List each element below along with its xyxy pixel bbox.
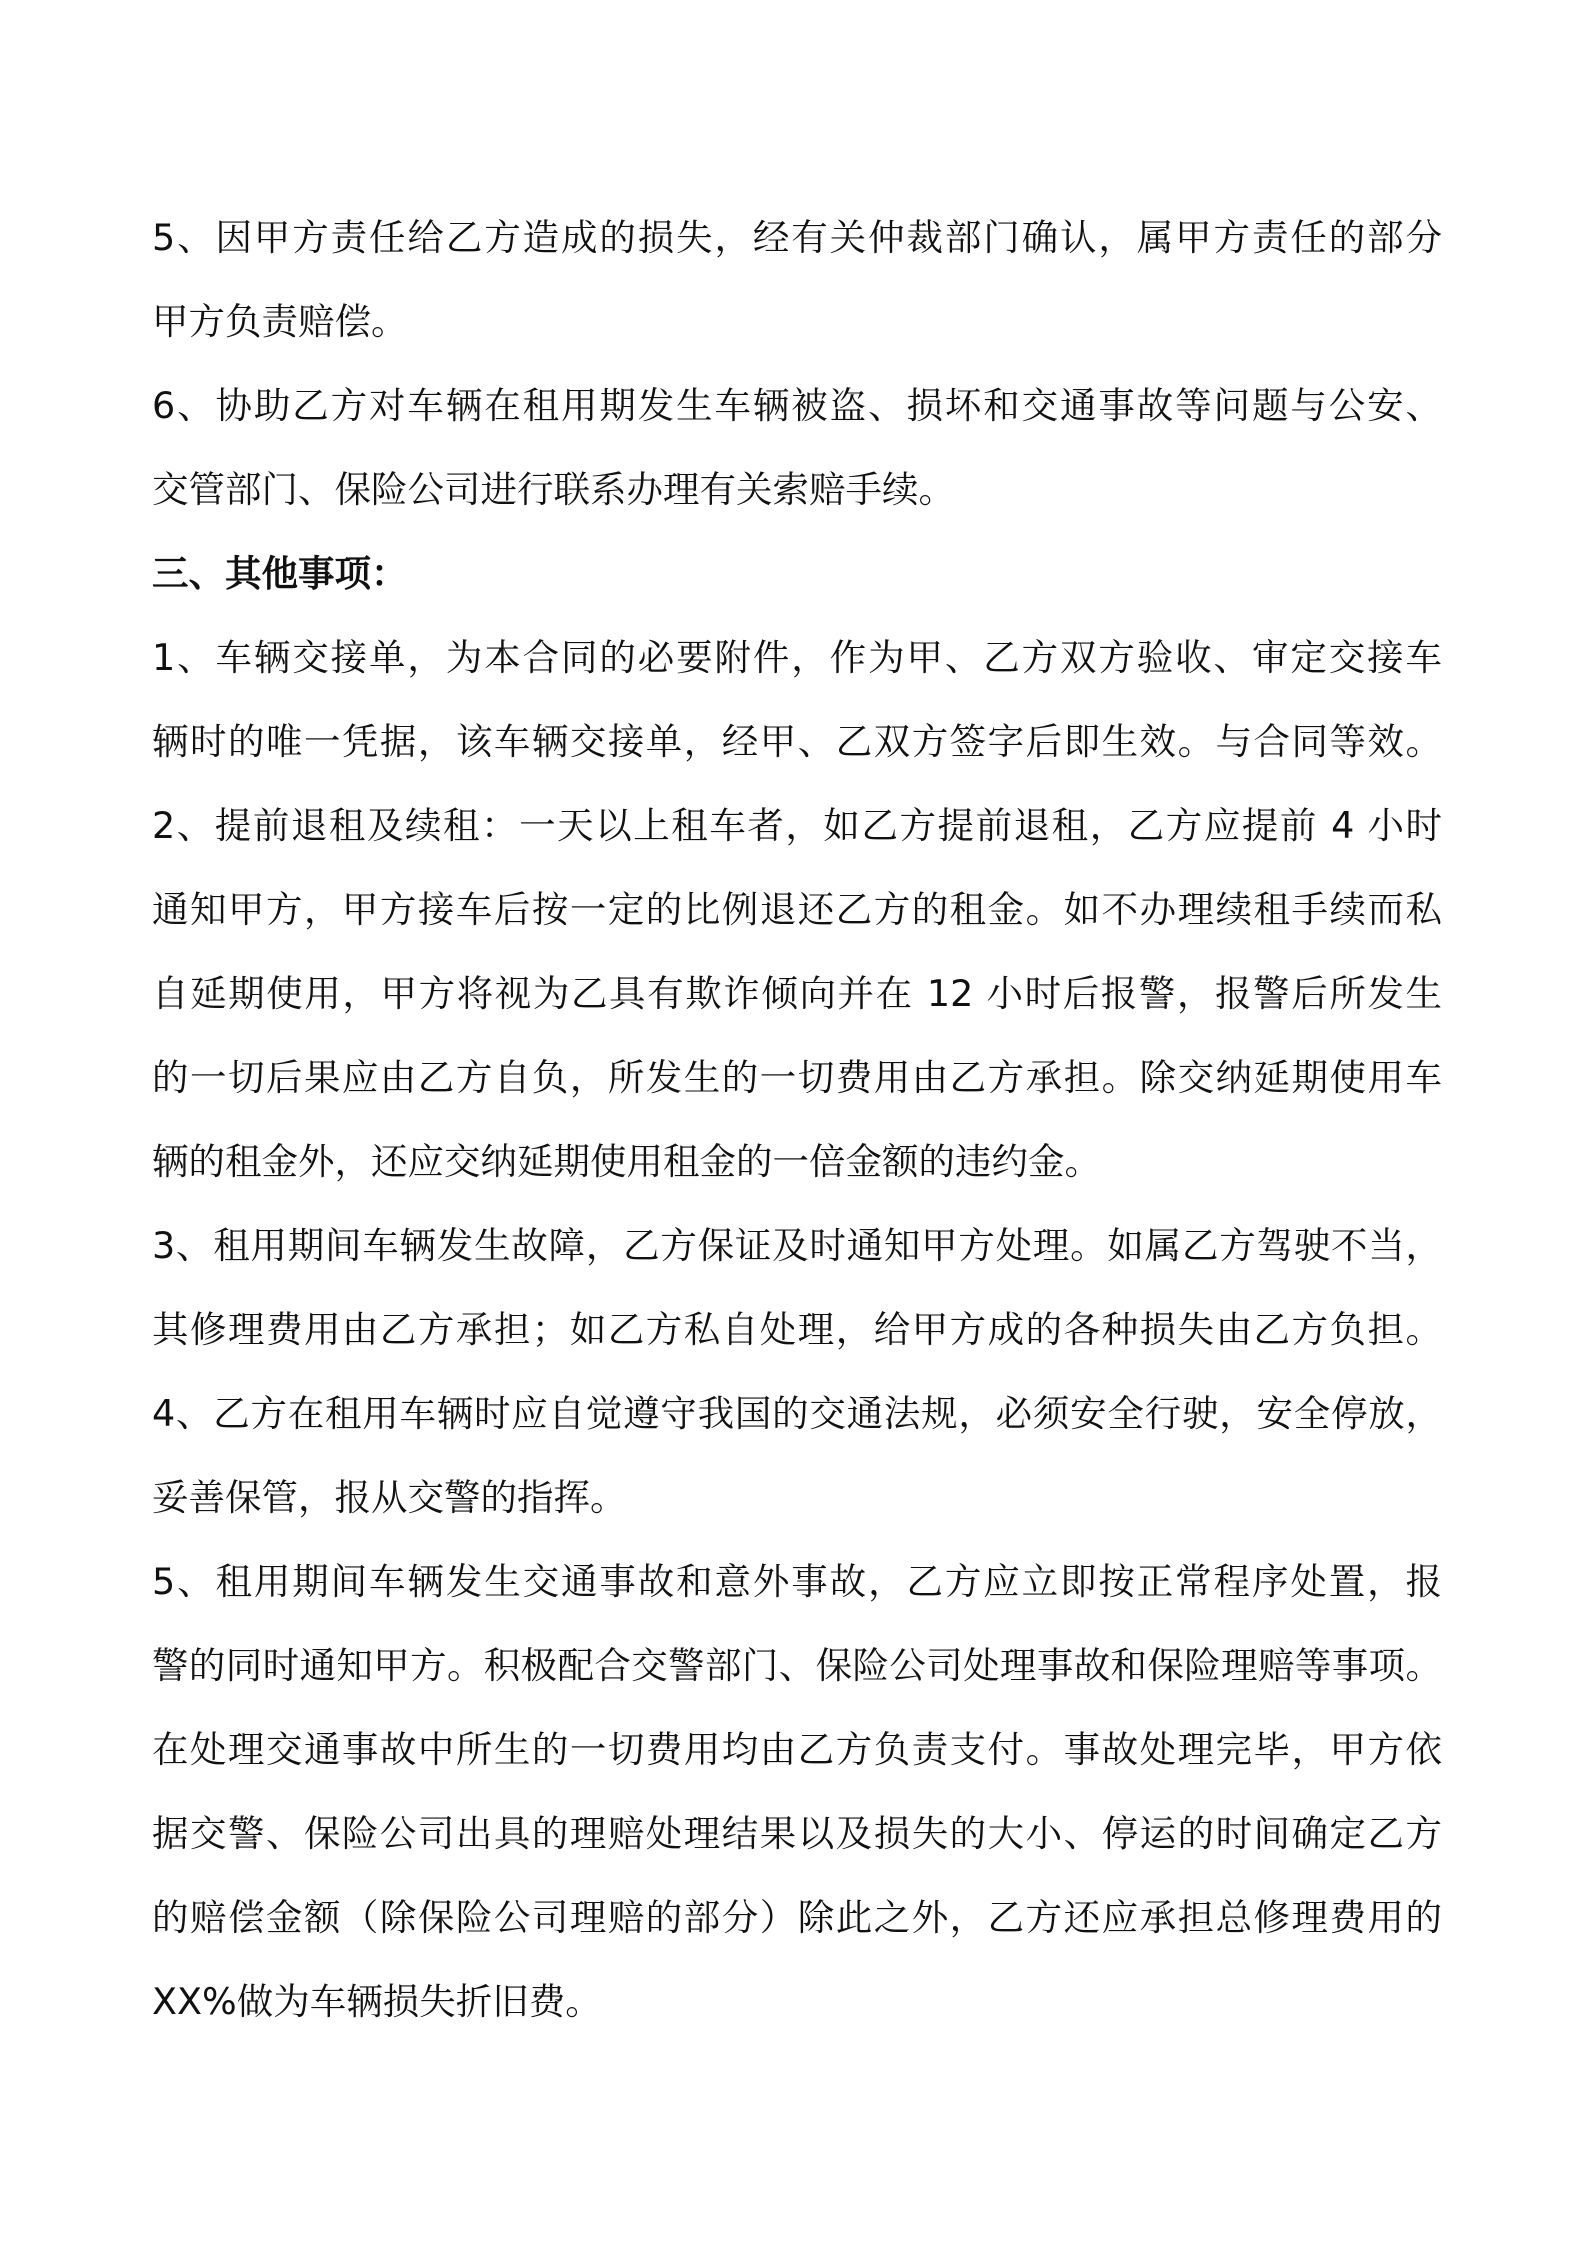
- text-line: 5、租用期间车辆发生交通事故和意外事故，乙方应立即按正常程序处置，报: [152, 1560, 1442, 1603]
- text-line: 辆的租金外，还应交纳延期使用租金的一倍金额的违约金。: [152, 1140, 1101, 1183]
- text-line: 辆时的唯一凭据，该车辆交接单，经甲、乙双方签字后即生效。与合同等效。: [152, 720, 1442, 763]
- text-line: 其修理费用由乙方承担；如乙方私自处理，给甲方成的各种损失由乙方负担。: [152, 1308, 1442, 1351]
- text-line: 警的同时通知甲方。积极配合交警部门、保险公司处理事故和保险理赔等事项。: [152, 1644, 1442, 1687]
- text-line: 甲方负责赔偿。: [152, 300, 408, 343]
- text-line: 自延期使用，甲方将视为乙具有欺诈倾向并在 12 小时后报警，报警后所发生: [152, 972, 1442, 1015]
- text-line: 的赔偿金额（除保险公司理赔的部分）除此之外，乙方还应承担总修理费用的: [152, 1896, 1442, 1939]
- text-line: 通知甲方，甲方接车后按一定的比例退还乙方的租金。如不办理续租手续而私: [152, 888, 1442, 931]
- text-line: 交管部门、保险公司进行联系办理有关索赔手续。: [152, 468, 955, 511]
- text-line: 3、租用期间车辆发生故障，乙方保证及时通知甲方处理。如属乙方驾驶不当，: [152, 1224, 1442, 1267]
- text-line: 妥善保管，报从交警的指挥。: [152, 1476, 627, 1519]
- text-line: 4、乙方在租用车辆时应自觉遵守我国的交通法规，必须安全行驶，安全停放，: [152, 1392, 1442, 1435]
- text-line: XX%做为车辆损失折旧费。: [152, 1980, 602, 2023]
- text-line: 2、提前退租及续租：一天以上租车者，如乙方提前退租，乙方应提前 4 小时: [152, 804, 1442, 847]
- document-body: [152, 196, 1442, 2044]
- text-line: 在处理交通事故中所生的一切费用均由乙方负责支付。事故处理完毕，甲方依: [152, 1728, 1442, 1771]
- text-line: 6、协助乙方对车辆在租用期发生车辆被盗、损坏和交通事故等问题与公安、: [152, 384, 1442, 427]
- text-line: 1、车辆交接单，为本合同的必要附件，作为甲、乙方双方验收、审定交接车: [152, 636, 1442, 679]
- text-line: 的一切后果应由乙方自负，所发生的一切费用由乙方承担。除交纳延期使用车: [152, 1056, 1442, 1099]
- text-line: 据交警、保险公司出具的理赔处理结果以及损失的大小、停运的时间确定乙方: [152, 1812, 1442, 1855]
- text-line: 5、因甲方责任给乙方造成的损失，经有关仲裁部门确认，属甲方责任的部分: [152, 216, 1442, 259]
- section-heading: 三、其他事项：: [152, 552, 408, 595]
